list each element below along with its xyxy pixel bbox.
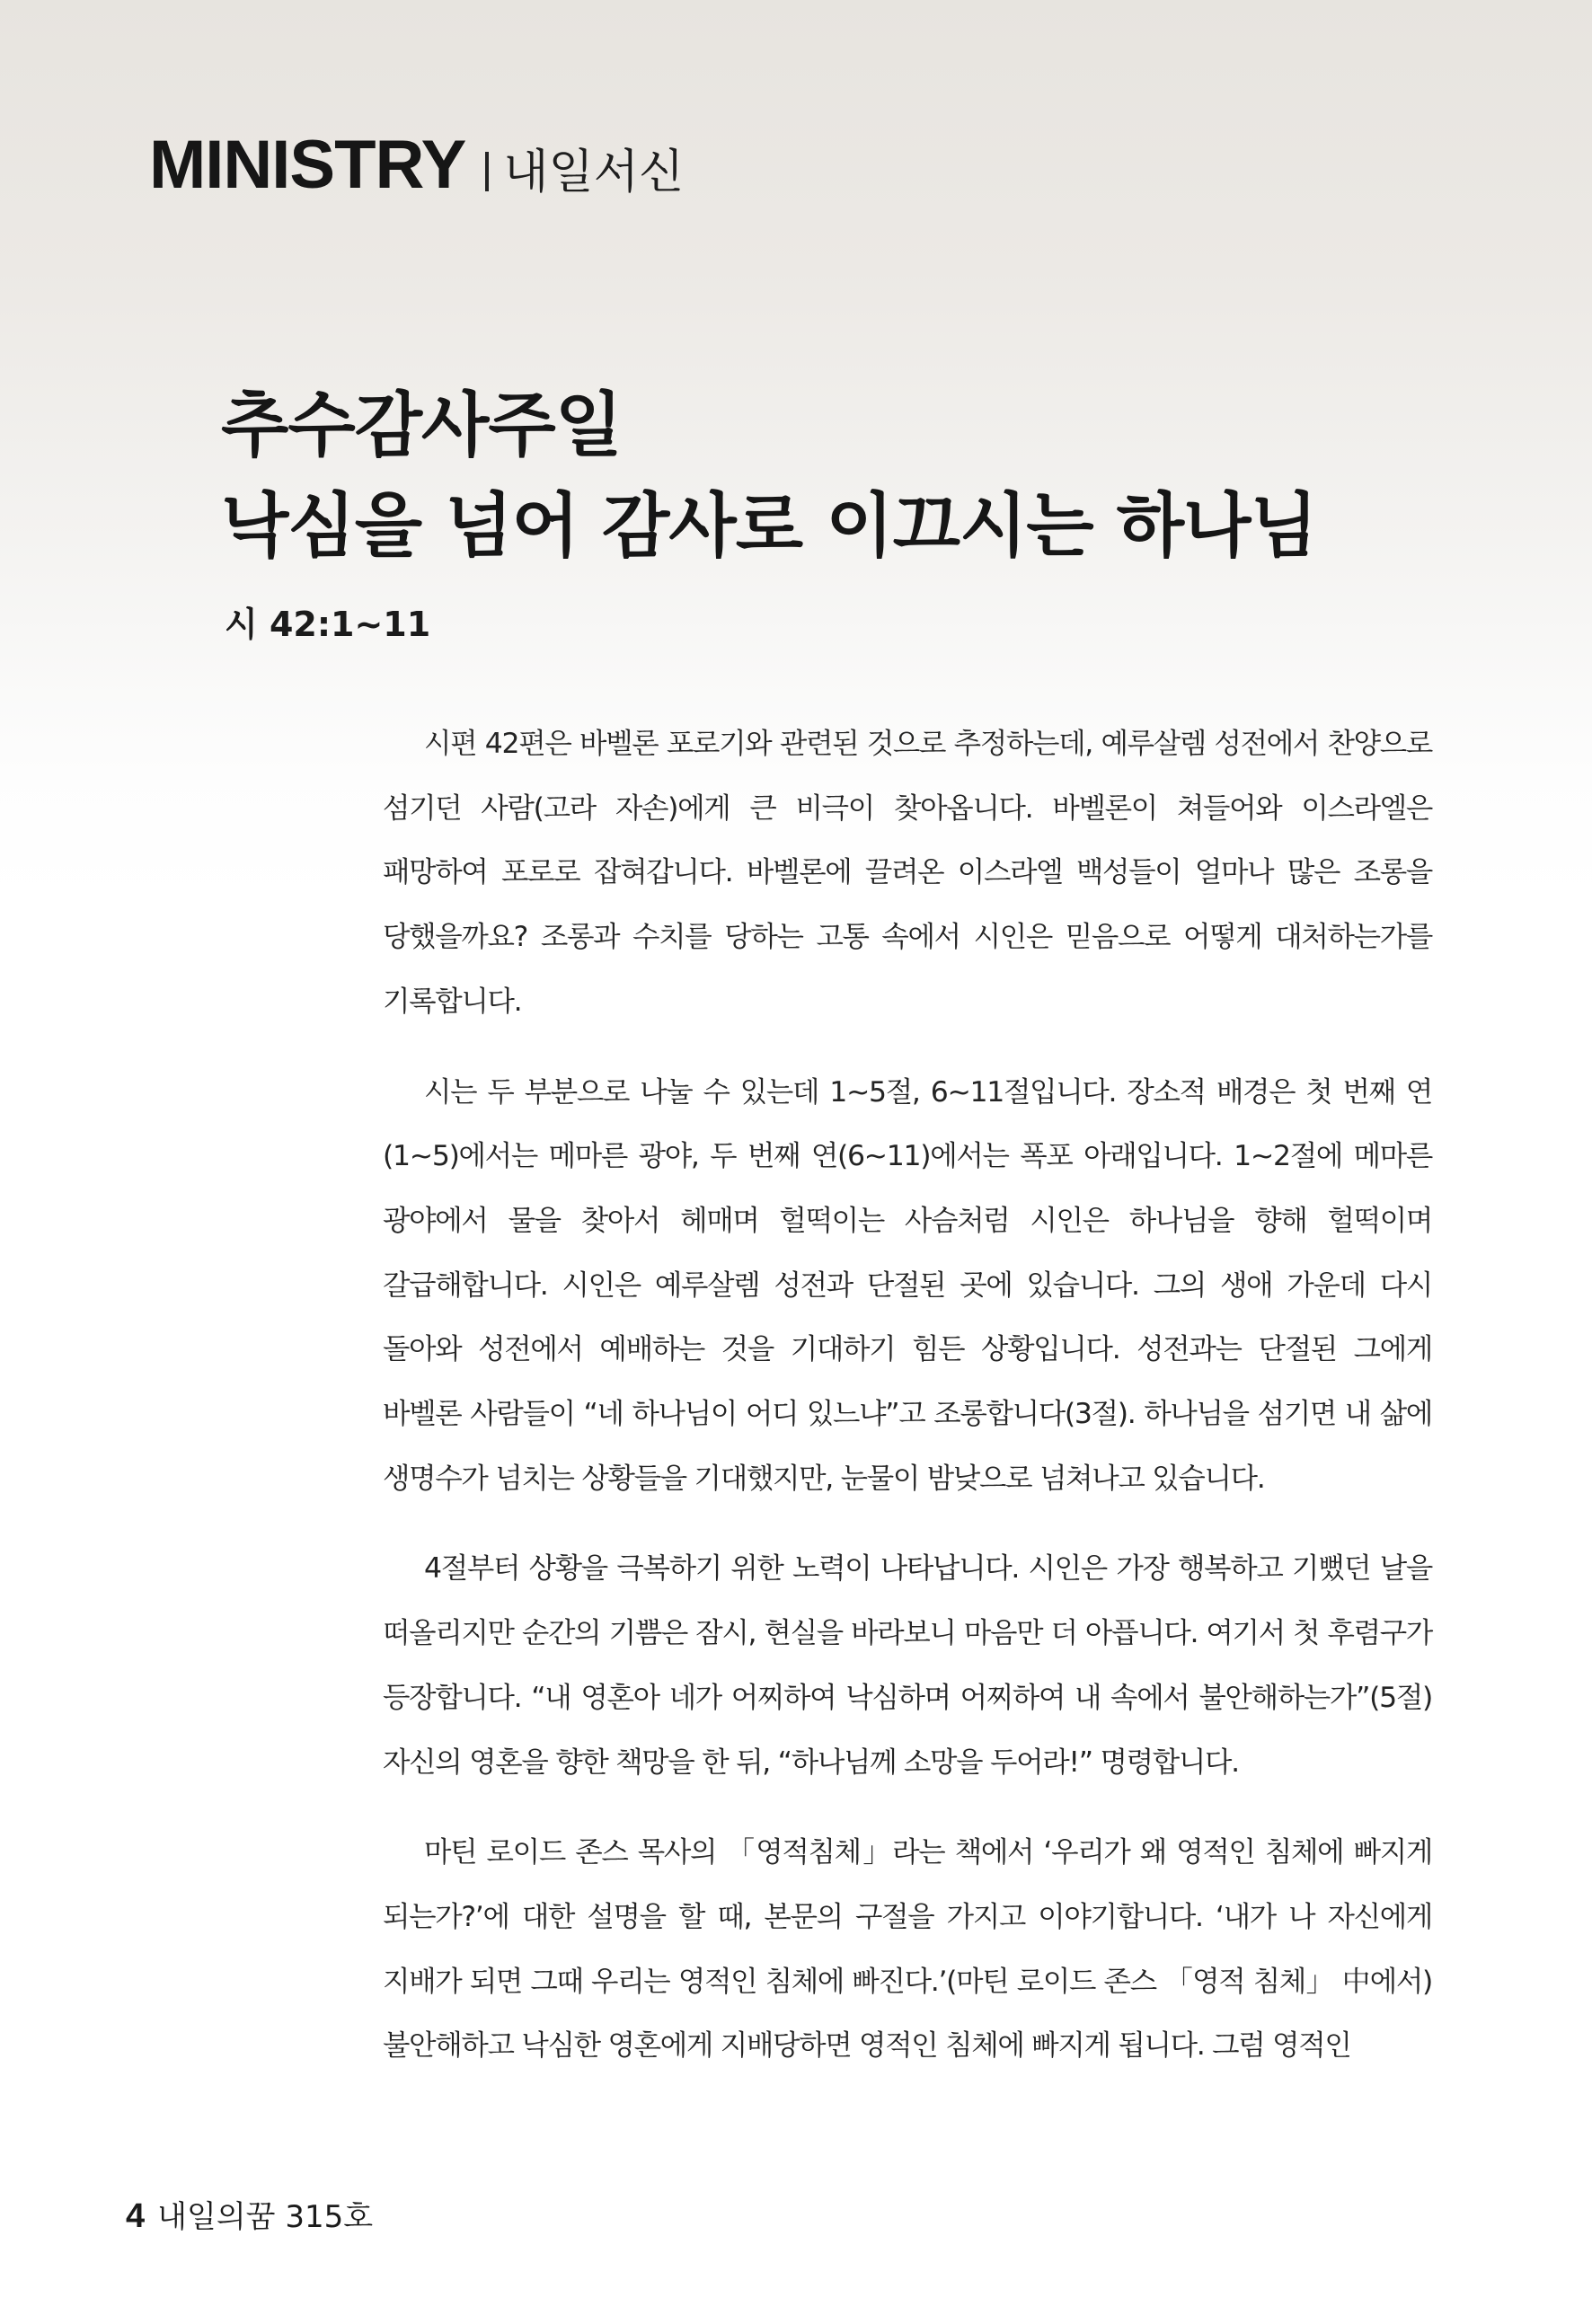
section-label-en: MINISTRY <box>149 127 466 203</box>
section-divider <box>485 152 489 191</box>
body-paragraph-3: 4절부터 상황을 극복하기 위한 노력이 나타납니다. 시인은 가장 행복하고 기뻤던 날을 떠올리지만 순간의 기쁨은 잠시, 현실을 바라보니 마음만 더 아픕니다. 여기서 첫 후렴구가 등장합니다. “내 영혼아 네가 어찌하여 낙심하며 어찌하여 내 속에서 불안해하는가”(5절) 자신의 영혼을 향한 책망을 한 뒤, “하나님께 소망을 두어라!” 명령합니다. <box>383 1552 1432 1779</box>
issue-label: 내일의꿈 315호 <box>157 2199 374 2235</box>
article-title-line2: 낙심을 넘어 감사로 이끄시는 하나님 <box>221 486 1317 567</box>
body-paragraph-2: 시는 두 부분으로 나눌 수 있는데 1~5절, 6~11절입니다. 장소적 배경은 첫 번째 연(1~5)에서는 메마른 광야, 두 번째 연(6~11)에서는 폭포 아래입니다. 1~2절에 메마른 광야에서 물을 찾아서 헤매며 헐떡이는 사슴처럼 시인은 하나님을 향해 헐떡이며 갈급해합니다. 시인은 예루살렘 성전과 단절된 곳에 있습니다. 그의 생애 가운데 다시 돌아와 성전에서 예배하는 것을 기대하기 힘든 상황입니다. 성전과는 단절된 그에게 바벨론 사람들이 “네 하나님이 어디 있느냐”고 조롱합니다(3절). 하나님을 섬기면 내 삶에 생명수가 넘치는 상황들을 기대했지만, 눈물이 밤낮으로 넘쳐나고 있습니다. <box>383 1075 1432 1495</box>
section-label-ko: 내일서신 <box>503 146 685 199</box>
article-body <box>383 712 1432 2105</box>
body-paragraph-4: 마틴 로이드 존스 목사의 「영적침체」라는 책에서 ‘우리가 왜 영적인 침체에 빠지게 되는가?’에 대한 설명을 할 때, 본문의 구절을 가지고 이야기합니다. ‘내가 나 자신에게 지배가 되면 그때 우리는 영적인 침체에 빠진다.’(마틴 로이드 존스 「영적 침체」 中에서) 불안해하고 낙심한 영혼에게 지배당하면 영적인 침체에 빠지게 됩니다. 그럼 영적인 <box>383 1836 1432 2063</box>
body-paragraph-1: 시편 42편은 바벨론 포로기와 관련된 것으로 추정하는데, 예루살렘 성전에서 찬양으로 섬기던 사람(고라 자손)에게 큰 비극이 찾아옵니다. 바벨론이 쳐들어와 이스라엘은 패망하여 포로로 잡혀갑니다. 바벨론에 끌려온 이스라엘 백성들이 얼마나 많은 조롱을 당했을까요? 조롱과 수치를 당하는 고통 속에서 시인은 믿음으로 어떻게 대처하는가를 기록합니다. <box>383 728 1432 1018</box>
scripture-reference: 시 42:1~11 <box>225 605 431 644</box>
page-number: 4 <box>126 2197 146 2235</box>
page-footer <box>126 2192 373 2236</box>
article-title-line1: 추수감사주일 <box>221 385 623 466</box>
article-title <box>221 376 1317 577</box>
section-header <box>149 126 684 207</box>
